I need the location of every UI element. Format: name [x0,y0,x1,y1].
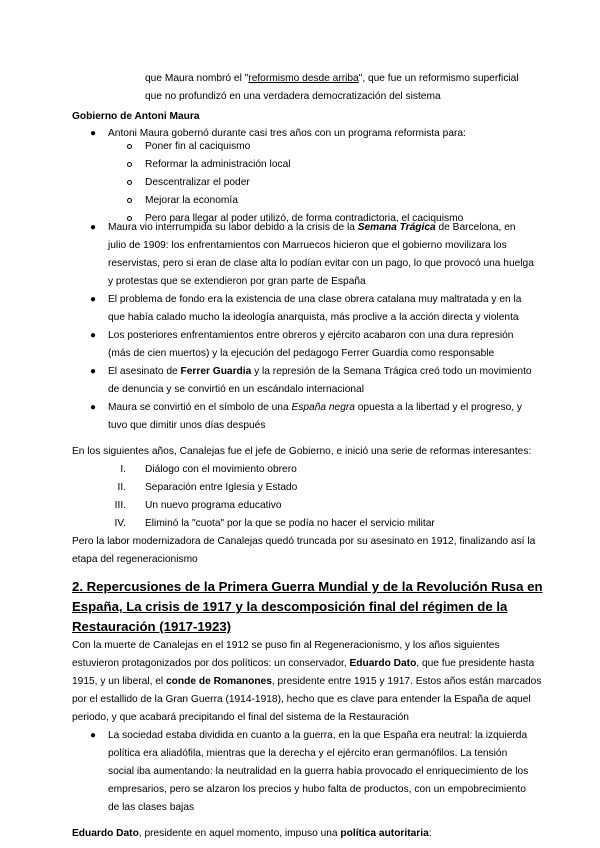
hollow-bullet [127,180,132,185]
espana-negra-emphasis: España negra [291,402,355,413]
canalejas-item: Separación entre Iglesia y Estado [145,482,298,493]
maura-bullet-4-line-2: (más de cien muertos) y la ejecución del pedagogo Ferrer Guardia como responsable [108,348,495,359]
eduardo-dato-bold: Eduardo Dato [72,828,139,839]
hollow-bullet [127,198,132,203]
section-2-bullet-line-3: social iba aumentando: la neutralidad en la guerra había provocado el enriquecimiento de los [108,766,529,777]
maura-bullet-6-line-1 [108,399,522,417]
section-2-bullet-line-2: política era aliadófila, mientras que la derecha y el ejército eran germanófilos. La tensión [108,748,508,759]
section-2-title-line-3: Restauración (1917-1923) [72,619,232,634]
section-2-bullet-line-5: de las clases bajas [108,802,195,813]
maura-bullet-2-line-3: reservistas, pero si eran de clase alta lo podían evitar con un pago, lo que provocó una huelga [108,258,534,269]
bullet-dot: ● [90,222,97,233]
ferrer-guardia-bold: Ferrer Guardia [180,366,252,377]
politica-autoritaria-bold: política autoritaria [340,828,429,839]
dato-policy-line [72,825,432,843]
text: 1915, y un liberal, el [72,676,167,687]
section-2-title-line-1: 2. Repercusiones de la Primera Guerra Mundial y de la Revolución Rusa en [72,579,543,594]
hollow-bullet [127,162,132,167]
sub-item: Pero para llegar al poder utilizó, de forma contradictoria, el caciquismo [145,213,464,224]
text: de Barcelona, en [435,222,516,233]
intro-text: ", que fue un reformismo superficial [358,73,519,84]
section-2-bullet-line-1: La sociedad estaba dividida en cuanto a la guerra, en la que España era neutral: la izquierda [108,730,528,741]
text: estuvieron protagonizados por dos políticos: un conservador, [72,658,350,669]
section-2-title-line-2: España, La crisis de 1917 y la descomposición final del régimen de la [72,599,508,614]
maura-bullet-5-line-1 [108,363,532,381]
bullet-dot: ● [90,330,97,341]
roman-numeral: II. [117,482,126,493]
maura-bullet-2-line-4: y protestas que se extendieron por gran parte de España [108,276,366,287]
canalejas-item: Diálogo con el movimiento obrero [145,464,297,475]
maura-bullet-2-line-2: julio de 1909: los enfrentamientos con Marruecos hicieron que el gobierno movilizara los [108,240,507,251]
text: opuesta a la libertad y el progreso, y [354,402,522,413]
eduardo-dato-bold: Eduardo Dato [349,658,417,669]
maura-bullet-2-line-1 [108,219,516,237]
text: Maura vio interrumpida su labor debido a la crisis de la [108,222,358,233]
canalejas-item: Un nuevo programa educativo [145,500,282,511]
text: , presidente entre 1915 y 1917. Estos años están marcados [271,676,542,687]
bullet-dot: ● [90,402,97,413]
bullet-dot: ● [90,366,97,377]
text: y la represión de la Semana Trágica creó todo un movimiento [251,366,532,377]
bullet-dot: ● [90,294,97,305]
reformismo-link[interactable]: reformismo desde arriba [248,73,359,84]
roman-numeral: I. [120,464,126,475]
sub-item: Poner fin al caciquismo [145,141,251,152]
maura-bullet-3-line-2: que había calado mucho la ideología anarquista, más proclive a la acción directa y violenta [108,312,519,323]
romanones-bold: conde de Romanones [166,676,272,687]
hollow-bullet [127,144,132,149]
maura-bullet-4-line-1: Los posteriores enfrentamientos entre obreros y ejército acabaron con una dura represión [108,330,514,341]
maura-bullet-3-line-1: El problema de fondo era la existencia de una clase obrera catalana muy maltratada y en la [108,294,522,305]
canalejas-item: Eliminó la "cuota" por la que se podía no hacer el servicio militar [145,518,435,529]
text: , que fue presidente hasta [416,658,535,669]
roman-numeral: IV. [114,518,126,529]
canalejas-close-line-2: etapa del regeneracionismo [72,554,198,565]
section-2-para-line-3 [72,673,541,691]
semana-tragica-emphasis: Semana Trágica [357,222,436,233]
section-2-para-line-5: periodo, y que acabará precipitando el final del sistema de la Restauración [72,712,409,723]
canalejas-intro: En los siguientes años, Canalejas fue el jefe de Gobierno, e inició una serie de reformas interesantes: [72,446,532,457]
section-2-para-line-4: por el estallido de la Gran Guerra (1914-1918), hecho que es clave para entender la España de aquel [72,694,531,705]
bullet-dot: ● [90,730,97,741]
text: , presidente en aquel momento, impuso una [138,828,341,839]
canalejas-close-line-1: Pero la labor modernizadora de Canalejas quedó truncada por su asesinato en 1912, finalizando así la [72,536,536,547]
intro-text: que Maura nombró el " [145,73,249,84]
text: El asesinato de [108,366,181,377]
sub-item: Reformar la administración local [145,159,291,170]
sub-item: Descentralizar el poder [145,177,250,188]
intro-line-2: que no profundizó en una verdadera democratización del sistema [145,91,441,102]
text: Maura se convirtió en el símbolo de una [108,402,292,413]
maura-bullet-5-line-2: de denuncia y se convirtió en un escándalo internacional [108,384,364,395]
intro-line-1 [145,70,519,88]
section-2-para-line-2 [72,655,534,673]
sub-item: Mejorar la economía [145,195,238,206]
section-2-para-line-1: Con la muerte de Canalejas en el 1912 se puso fin al Regeneracionismo, y los años siguientes [72,640,500,651]
roman-numeral: III. [114,500,126,511]
maura-bullet-6-line-2: tuvo que dimitir unos días después [108,420,266,431]
bullet-dot: ● [90,128,97,139]
maura-bullet-1: Antoni Maura gobernó durante casi tres años con un programa reformista para: [108,128,466,139]
text: : [428,828,432,839]
section-2-bullet-line-4: empresarios, pero se alzaron los precios y hubo falta de productos, con un empobrecimiento [108,784,526,795]
maura-heading: Gobierno de Antoni Maura [72,111,200,122]
